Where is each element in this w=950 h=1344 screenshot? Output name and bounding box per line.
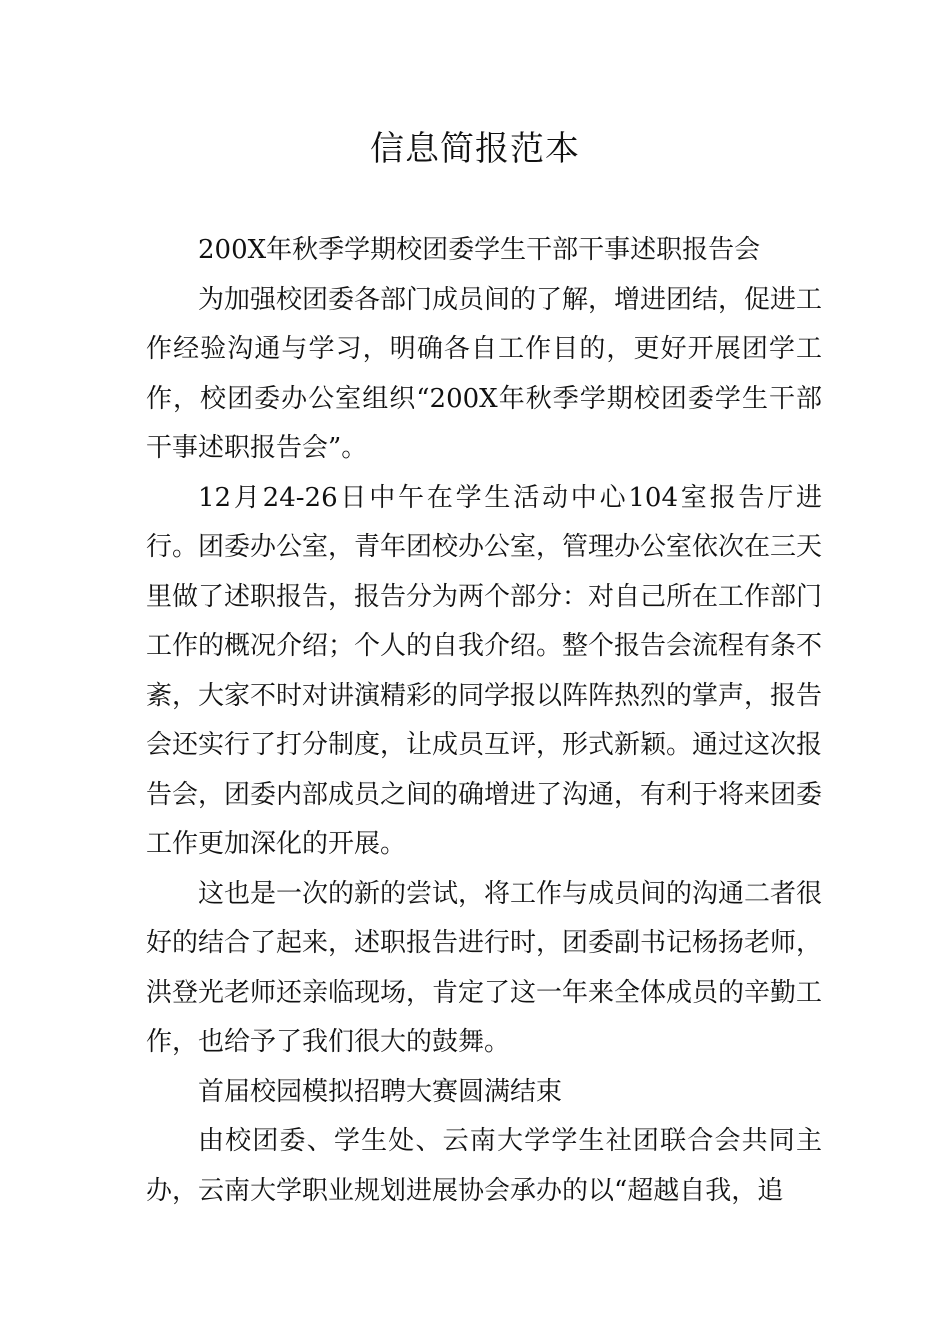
body-paragraph: 由校团委、学生处、云南大学学生社团联合会共同主办，云南大学职业规划进展协会承办的以“超越自我，追 <box>146 1126 822 1206</box>
document-title: 信息简报范本 <box>370 129 580 169</box>
body-paragraph: 12月24-26日中午在学生活动中心104室报告厅进行。团委办公室，青年团校办公室，管理办公室依次在三天里做了述职报告，报告分为两个部分：对自己所在工作部门工作的概况介绍；个人的自我介绍。整个报告会流程有条不紊，大家不时对讲演精彩的同学报以阵阵热烈的掌声，报告会还实行了打分制度，让成员互评，形式新颖。通过这次报告会，团委内部成员之间的确增进了沟通，有利于将来团委工作更加深化的开展。 <box>146 482 823 859</box>
section-heading: 首届校园模拟招聘大赛圆满结束 <box>198 1076 563 1107</box>
section-heading: 200X年秋季学期校团委学生干部干事述职报告会 <box>198 235 761 265</box>
document-body <box>146 226 822 1216</box>
body-paragraph: 为加强校团委各部门成员间的了解，增进团结，促进工作经验沟通与学习，明确各自工作目的，更好开展团学工作，校团委办公室组织“200X年秋季学期校团委学生干部干事述职报告会”。 <box>146 284 823 463</box>
body-paragraph: 这也是一次的新的尝试，将工作与成员间的沟通二者很好的结合了起来，述职报告进行时，团委副书记杨扬老师，洪登光老师还亲临现场，肯定了这一年来全体成员的辛勤工作，也给予了我们很大的鼓舞。 <box>146 878 823 1057</box>
